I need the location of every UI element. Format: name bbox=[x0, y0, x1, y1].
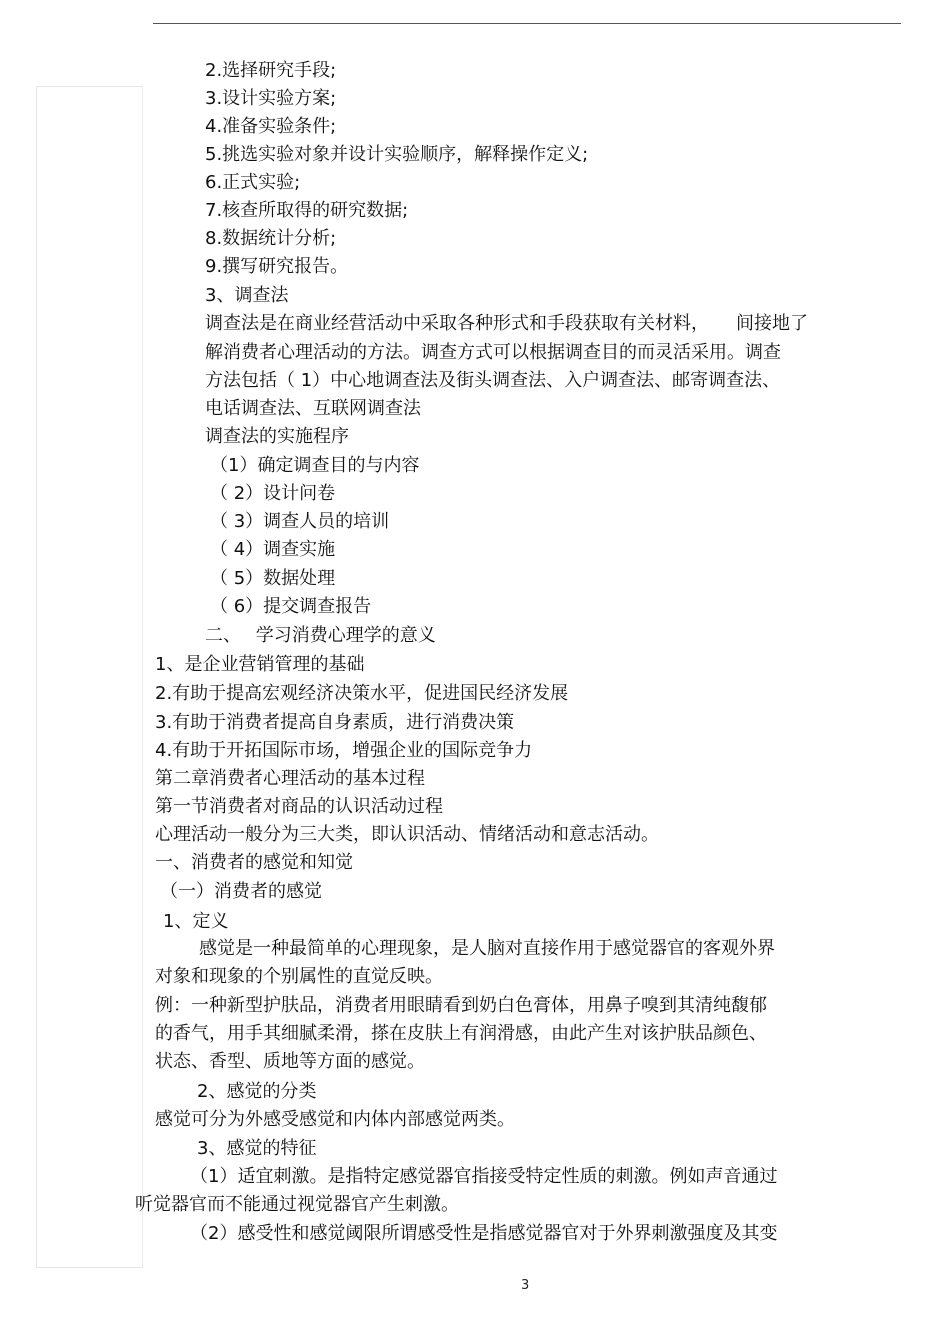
text-line: 例：一种新型护肤品，消费者用眼睛看到奶白色膏体，用鼻子嗅到其清纯馥郁 bbox=[155, 995, 767, 1016]
subsection-heading: 3、感觉的特征 bbox=[197, 1138, 317, 1159]
text-line: 6.正式实验; bbox=[205, 172, 301, 193]
section-heading: 第一节消费者对商品的认识活动过程 bbox=[155, 796, 443, 817]
chapter-heading: 第二章消费者心理活动的基本过程 bbox=[155, 768, 425, 789]
text-line: 5.挑选实验对象并设计实验顺序，解释操作定义; bbox=[205, 144, 589, 165]
subsection-heading: 2、感觉的分类 bbox=[197, 1081, 317, 1102]
margin-box bbox=[36, 86, 143, 1268]
section-heading: 一、消费者的感觉和知觉 bbox=[155, 852, 353, 873]
subsection-heading: 1、定义 bbox=[163, 911, 229, 932]
text-line: 对象和现象的个别属性的直觉反映。 bbox=[155, 966, 443, 987]
text-line: 4.准备实验条件; bbox=[205, 116, 337, 137]
text-line: 8.数据统计分析; bbox=[205, 228, 337, 249]
text-line: 解消费者心理活动的方法。调查方式可以根据调查目的而灵活采用。调查 bbox=[205, 342, 781, 363]
text-line: 感觉是一种最简单的心理现象，是人脑对直接作用于感觉器官的客观外界 bbox=[199, 938, 775, 959]
list-item: （ 2）设计问卷 bbox=[210, 483, 336, 504]
section-heading: 3、调查法 bbox=[205, 285, 289, 306]
text-line: 7.核查所取得的研究数据; bbox=[205, 200, 409, 221]
header-rule bbox=[153, 23, 901, 24]
list-item: （ 5）数据处理 bbox=[210, 568, 336, 589]
text-line: 感觉可分为外感受感觉和内体内部感觉两类。 bbox=[155, 1109, 515, 1130]
section-heading: 二、 学习消费心理学的意义 bbox=[205, 625, 436, 646]
text-line: 听觉器官而不能通过视觉器官产生刺激。 bbox=[135, 1194, 459, 1215]
text-line: 的香气，用手其细腻柔滑，搽在皮肤上有润滑感，由此产生对该护肤品颜色、 bbox=[155, 1023, 767, 1044]
list-item: （ 4）调查实施 bbox=[210, 539, 336, 560]
text-line: 1、是企业营销管理的基础 bbox=[155, 654, 365, 675]
text-line: 3.设计实验方案; bbox=[205, 88, 337, 109]
page-number: 3 bbox=[521, 1278, 530, 1293]
text-line: 方法包括（ 1）中心地调查法及街头调查法、入户调查法、邮寄调查法、 bbox=[205, 370, 781, 391]
text-line: 调查法的实施程序 bbox=[205, 426, 349, 447]
list-item: （ 3）调查人员的培训 bbox=[210, 511, 390, 532]
text-line: 心理活动一般分为三大类，即认识活动、情绪活动和意志活动。 bbox=[155, 824, 659, 845]
text-line: 状态、香型、质地等方面的感觉。 bbox=[155, 1051, 425, 1072]
list-item: （1）确定调查目的与内容 bbox=[210, 455, 420, 476]
text-line: 2.选择研究手段; bbox=[205, 60, 337, 81]
text-line: 4.有助于开拓国际市场，增强企业的国际竞争力 bbox=[155, 740, 533, 761]
text-line: 9.撰写研究报告。 bbox=[205, 256, 349, 277]
list-item: （ 6）提交调查报告 bbox=[210, 596, 372, 617]
subsection-heading: （一）消费者的感觉 bbox=[160, 881, 322, 902]
text-line: 电话调查法、互联网调查法 bbox=[205, 398, 421, 419]
text-line: 调查法是在商业经营活动中采取各种形式和手段获取有关材料， 间接地了 bbox=[205, 313, 808, 334]
text-line: （2）感受性和感觉阈限所谓感受性是指感觉器官对于外界刺激强度及其变 bbox=[190, 1223, 778, 1244]
text-line: 2.有助于提高宏观经济决策水平，促进国民经济发展 bbox=[155, 683, 569, 704]
text-line: 3.有助于消费者提高自身素质，进行消费决策 bbox=[155, 712, 515, 733]
text-line: （1）适宜刺激。是指特定感觉器官指接受特定性质的刺激。例如声音通过 bbox=[190, 1166, 778, 1187]
